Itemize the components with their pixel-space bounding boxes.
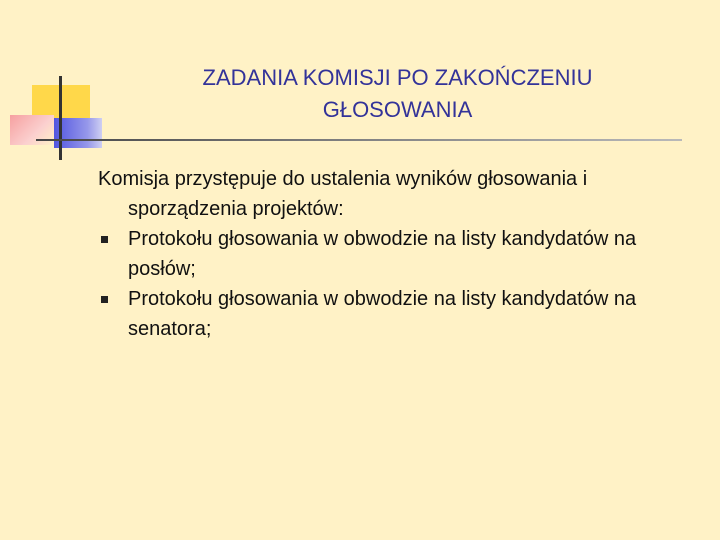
list-item-text: Protokołu głosowania w obwodzie na listy kandydatów na posłów;	[128, 228, 637, 280]
title-underline-rule	[36, 139, 682, 141]
square-bullet-icon	[101, 296, 108, 303]
intro-paragraph: Komisja przystępuje do ustalenia wyników głosowania i sporządzenia projektów:	[98, 168, 588, 220]
slide-title-line-2: GŁOSOWANIA	[322, 97, 473, 122]
list-item	[98, 284, 698, 344]
list-item-text: Protokołu głosowania w obwodzie na listy kandydatów na senatora;	[128, 288, 637, 340]
slide-title-line-1: ZADANIA KOMISJI PO ZAKOŃCZENIU	[202, 65, 593, 90]
decorative-corner-graphic	[0, 0, 110, 170]
slide-title	[110, 62, 685, 126]
square-bullet-icon	[101, 236, 108, 243]
vertical-rule	[59, 76, 62, 160]
slide-body	[98, 164, 698, 344]
list-item	[98, 224, 698, 284]
